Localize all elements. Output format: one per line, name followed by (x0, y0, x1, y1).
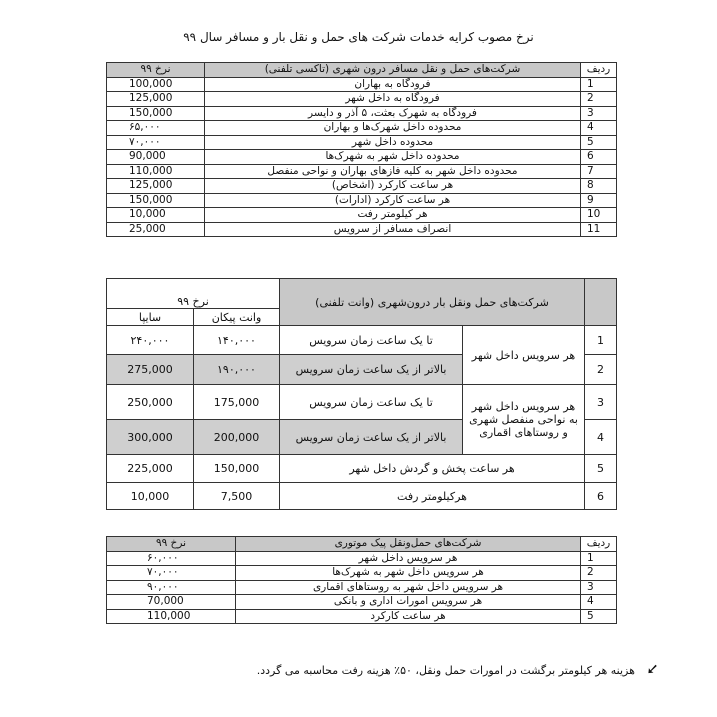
pickup-value: ۱۹۰,۰۰۰ (194, 355, 280, 385)
rate-cell: ۹۰,۰۰۰ (107, 580, 236, 595)
service-cell: هر کیلومتر رفت (205, 208, 581, 223)
table-row (107, 135, 617, 150)
table-row (107, 121, 617, 136)
table-row (107, 455, 617, 483)
service-cell: محدوده داخل شهر (205, 135, 581, 150)
table-row (107, 551, 617, 566)
table-row (107, 179, 617, 194)
pickup-header: وانت پیکان (194, 309, 280, 326)
index-cell: 4 (585, 420, 617, 455)
table-row (107, 77, 617, 92)
rate-cell: 125,000 (107, 92, 205, 107)
index-cell: 6 (585, 483, 617, 510)
index-cell: 4 (581, 121, 617, 136)
index-cell: 1 (581, 77, 617, 92)
service-cell: هر ساعت پخش و گردش داخل شهر (280, 455, 585, 483)
index-header: ردیف (581, 537, 617, 552)
saipa-value: ۲۴۰,۰۰۰ (107, 326, 194, 355)
rate-header: نرخ ۹۹ (107, 537, 236, 552)
service-cell: محدوده داخل شهر به شهرک‌ها (205, 150, 581, 165)
table-row (107, 164, 617, 179)
rate-cell: 110,000 (107, 609, 236, 624)
table-row (107, 106, 617, 121)
service-cell: هر سرویس داخل شهر (236, 551, 581, 566)
rate-cell: 90,000 (107, 150, 205, 165)
service-cell: فرودگاه به داخل شهر (205, 92, 581, 107)
rate-cell: 70,000 (107, 595, 236, 610)
table-row (107, 326, 617, 355)
index-cell: 5 (585, 455, 617, 483)
index-cell: 1 (585, 326, 617, 355)
table-row (107, 595, 617, 610)
saipa-value: 10,000 (107, 483, 194, 510)
service-header: شرکت‌های حمل ونقل بار درون‌شهری (وانت تلفنی) (280, 279, 585, 326)
footnote-text: هزینه هر کیلومتر برگشت در امورات حمل ونقل، ۵۰٪ هزینه رفت محاسبه می گردد. (256, 664, 635, 677)
service-cell: بالاتر از یک ساعت زمان سرویس (280, 420, 463, 455)
index-cell: 7 (581, 164, 617, 179)
index-cell: 3 (581, 580, 617, 595)
pickup-value: 150,000 (194, 455, 280, 483)
rate-cell: ۶۰,۰۰۰ (107, 551, 236, 566)
table-row (107, 150, 617, 165)
service-cell: هر سرویس داخل شهر به شهرک‌ها (236, 566, 581, 581)
courier-rates-table (106, 536, 617, 624)
service-cell: انصراف مسافر از سرویس (205, 222, 581, 237)
service-cell: فرودگاه به بهاران (205, 77, 581, 92)
footnote (257, 660, 659, 678)
table-header-row (107, 537, 617, 552)
service-cell: محدوده داخل شهرک‌ها و بهاران (205, 121, 581, 136)
table-row (107, 483, 617, 510)
rate-cell: ۷۰,۰۰۰ (107, 566, 236, 581)
arrow-icon: ➘ (646, 660, 659, 678)
service-cell: هر سرویس داخل شهر به روستاهای اقماری (236, 580, 581, 595)
table-row (107, 193, 617, 208)
table-header-row (107, 279, 617, 309)
service-cell: محدوده داخل شهر به کلیه فازهای بهاران و نواحی منفصل (205, 164, 581, 179)
index-cell: 5 (581, 609, 617, 624)
rate-cell: 10,000 (107, 208, 205, 223)
pickup-value: ۱۴۰,۰۰۰ (194, 326, 280, 355)
saipa-value: 225,000 (107, 455, 194, 483)
service-cell: هر ساعت کارکرد (اشخاص) (205, 179, 581, 194)
index-header-blank (585, 279, 617, 326)
table-row (107, 92, 617, 107)
service-cell: هرکیلومتر رفت (280, 483, 585, 510)
table-row (107, 208, 617, 223)
index-cell: 1 (581, 551, 617, 566)
service-cell: تا یک ساعت زمان سرویس (280, 385, 463, 420)
index-header: ردیف (581, 63, 617, 78)
rate-header: نرخ ۹۹ (107, 63, 205, 78)
taxi-rates-table (106, 62, 617, 237)
rate-cell: ۷۰,۰۰۰ (107, 135, 205, 150)
index-cell: 5 (581, 135, 617, 150)
page-title: نرخ مصوب کرایه خدمات شرکت های حمل و نقل بار و مسافر سال ۹۹ (183, 30, 534, 44)
index-cell: 8 (581, 179, 617, 194)
index-cell: 3 (585, 385, 617, 420)
saipa-value: 300,000 (107, 420, 194, 455)
service-cell: بالاتر از یک ساعت زمان سرویس (280, 355, 463, 385)
index-cell: 4 (581, 595, 617, 610)
saipa-value: 250,000 (107, 385, 194, 420)
rate-cell: 150,000 (107, 106, 205, 121)
pickup-value: 175,000 (194, 385, 280, 420)
index-cell: 2 (581, 92, 617, 107)
table-header-row (107, 63, 617, 78)
index-cell: 3 (581, 106, 617, 121)
rate-header: نرخ ۹۹ (107, 279, 280, 309)
table-row (107, 580, 617, 595)
index-cell: 10 (581, 208, 617, 223)
rate-cell: 150,000 (107, 193, 205, 208)
service-header: شرکت‌های حمل‌ونقل پیک موتوری (236, 537, 581, 552)
table-row (107, 385, 617, 420)
service-cell: هر سرویس امورات اداری و بانکی (236, 595, 581, 610)
rate-cell: 125,000 (107, 179, 205, 194)
index-cell: 2 (581, 566, 617, 581)
pickup-value: 7,500 (194, 483, 280, 510)
service-cell: هر ساعت کارکرد (236, 609, 581, 624)
service-cell: تا یک ساعت زمان سرویس (280, 326, 463, 355)
pickup-value: 200,000 (194, 420, 280, 455)
service-cell: هر ساعت کارکرد (ادارات) (205, 193, 581, 208)
service-cell: فرودگاه به شهرک بعثت، ۵ آذر و دایسر (205, 106, 581, 121)
group-suburbs: هر سرویس داخل شهر به نواحی منفصل شهری و روستاهای اقماری (463, 385, 585, 455)
service-header: شرکت‌های حمل و نقل مسافر درون شهری (تاکسی تلفنی) (205, 63, 581, 78)
saipa-header: سایپا (107, 309, 194, 326)
rate-cell: ۶۵,۰۰۰ (107, 121, 205, 136)
rate-cell: 100,000 (107, 77, 205, 92)
table-row (107, 222, 617, 237)
index-cell: 6 (581, 150, 617, 165)
index-cell: 2 (585, 355, 617, 385)
van-rates-table (106, 278, 617, 510)
group-city: هر سرویس داخل شهر (463, 326, 585, 385)
index-cell: 11 (581, 222, 617, 237)
index-cell: 9 (581, 193, 617, 208)
saipa-value: 275,000 (107, 355, 194, 385)
table-row (107, 566, 617, 581)
table-row (107, 609, 617, 624)
rate-cell: 25,000 (107, 222, 205, 237)
rate-cell: 110,000 (107, 164, 205, 179)
